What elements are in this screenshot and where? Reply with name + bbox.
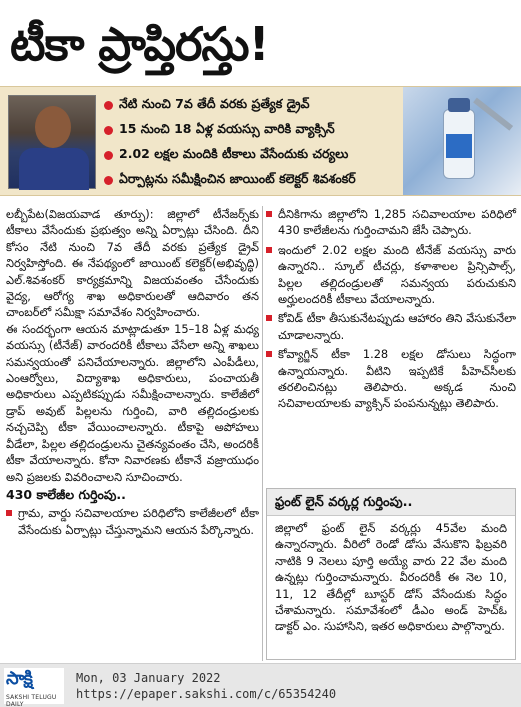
article-bullet: ఇందులో 2.02 లక్షల మంది టీనేజ్ వయస్సు వారు ఉన్నారని.. స్కూల్ టీచర్లు, కళాశాలల ప్రిన్సిపాల్స్, పిల్లల తల్లిదండ్రులతో సమన్వయ పరుచుకుని అర్హులందరికీ టీకాలు వేయాలన్నారు. bbox=[266, 242, 516, 308]
vaccine-vial-photo bbox=[403, 87, 521, 195]
summary-bullet: నేటి నుంచి 7వ తేదీ వరకు ప్రత్యేక డ్రైవ్ bbox=[104, 93, 404, 118]
source-meta bbox=[76, 670, 336, 702]
publish-date: Mon, 03 January 2022 bbox=[76, 671, 221, 685]
bullet-dot-icon bbox=[104, 126, 113, 135]
summary-bullet: ఏర్పాట్లను సమీక్షించిన జాయింట్ కలెక్టర్ శివశంకర్ bbox=[104, 168, 404, 193]
bullet-square-icon bbox=[266, 315, 272, 321]
subheading: 430 కాలేజీల గుర్తింపు.. bbox=[6, 486, 126, 502]
bullet-square-icon bbox=[266, 351, 272, 357]
summary-bullet: 2.02 లక్షల మందికి టీకాలు వేసేందుకు చర్యలు bbox=[104, 143, 404, 168]
left-column bbox=[6, 206, 259, 541]
bullet-dot-icon bbox=[104, 101, 113, 110]
footer bbox=[0, 663, 521, 707]
article-bullet: దీనికిగాను జిల్లాలోని 1,285 సచివాలయాల పరిధిలో 430 కాలేజీలను గుర్తించామని జేసీ చెప్పారు. bbox=[266, 206, 516, 239]
article-bullet: కోవ్యాగ్జిన్ టీకా 1.28 లక్షల డోసులు సిద్ధంగా ఉన్నాయన్నారు. వీటిని ఇప్పటికే పీహెచ్‌సీలకు తరలించినట్లు తెలిపారు. అక్కడ నుంచి సచివాలయాలకు వ్యాక్సిన్ పంపనున్నట్లు తెలిపారు. bbox=[266, 346, 516, 412]
bullet-square-icon bbox=[266, 247, 272, 253]
summary-bullet: 15 నుంచి 18 ఏళ్ల వయస్సు వారికి వ్యాక్సిన్ bbox=[104, 118, 404, 143]
source-url[interactable]: https://epaper.sakshi.com/c/65354240 bbox=[76, 687, 337, 701]
official-photo bbox=[8, 95, 96, 189]
bullet-dot-icon bbox=[104, 151, 113, 160]
bullet-square-icon bbox=[266, 211, 272, 217]
right-column bbox=[266, 206, 516, 415]
bullet-dot-icon bbox=[104, 176, 113, 185]
headline: టీకా ప్రాప్తిరస్తు! bbox=[10, 17, 269, 71]
column-divider bbox=[262, 206, 263, 661]
article-bullet: కోవిడ్ టీకా తీసుకునేటప్పుడు ఆహారం తిని వేసుకునేలా చూడాలన్నారు. bbox=[266, 310, 516, 343]
syringe-icon bbox=[473, 98, 513, 131]
summary-banner bbox=[0, 86, 521, 196]
box-body: జిల్లాలో ఫ్రంట్ లైన్ వర్కర్లు 45వేల మంది ఉన్నారన్నారు. వీరిలో రెండో డోసు వేసుకొని ఫిబ్రవరి నాటికి 9 నెలలు పూర్తి అయ్యే వారు 22 వేల మంది ఉన్నట్లు గుర్తించామన్నారు. వీరందరికీ ఈ నెల 10, 11, 12 తేదీల్లో బూస్టర్ డోస్ వేసేందుకు సిద్ధం చేశామన్నారు. సమావేశంలో డీఎం అండ్ హెచ్‌ఓ డాక్టర్ ఎం. సుహాసిని, ఇతర అధికారులు పాల్గొన్నారు. bbox=[275, 521, 507, 634]
article-paragraph: లబ్బీపేట(విజయవాడ తూర్పు): జిల్లాలో టీనేజర్స్‌కు టీకాలు వేసేందుకు ప్రభుత్వం అన్ని ఏర్పాట్లు చేసింది. దీని కోసం నేటి నుంచి 7వ తేదీ వరకు ప్రత్యేక డ్రైవ్ నిర్వహిస్తోంది. ఈ నేపథ్యంలో జాయింట్ కలెక్టర్(అభివృద్ధి) ఎల్‌.శివశంకర్ కార్యక్రమాన్ని విజయవంతం చేసేందుకు వైద్య, ఆరోగ్య శాఖ అధికారులతో ఆదివారం తన చాంబర్‌లో సమీక్షా సమావేశం నిర్వహించారు. bbox=[6, 207, 259, 320]
summary-bullets bbox=[104, 93, 404, 193]
sakshi-logo: సాక్షి SAKSHI TELUGU DAILY bbox=[4, 668, 64, 704]
article-paragraph: ఈ సందర్భంగా ఆయన మాట్లాడుతూ 15–18 ఏళ్ల మధ్య వయస్సు (టీనేజ్) వారందరికీ టీకాలు వేసేలా అన్ని శాఖలు సమన్వయంతో పనిచేయాలన్నారు. జిల్లాలోని ఎంపీడీలు, ఎంఆర్వోలు, విద్యాశాఖ అధికారులు, పంచాయతీ అధికారులు ఎప్పటికప్పుడు సమీక్షించాలన్నారు. కాలేజీలో డ్రాప్ అవుట్ పిల్లలను గుర్తించి, వారి తల్లిదండ్రులకు నచ్చచెప్పి టీకా వేయించాలన్నారు. టీకాపై అపోహలు వీడేలా, పిల్లల తల్లిదండ్రులను చైతన్యవంతం చేసి, అందరికీ టీకా వేయాలన్నారు. కోనా నివారణకు టీకానే వజ్రాయుధం అని ప్రజలకు వివరించాలని సూచించారు. bbox=[6, 321, 259, 484]
front-line-workers-box bbox=[266, 488, 516, 660]
bullet-square-icon bbox=[6, 510, 12, 516]
box-title: ఫ్రంట్ లైన్ వర్కర్ల గుర్తింపు.. bbox=[267, 489, 515, 516]
article-bullet: గ్రామ, వార్డు సచివాలయాల పరిధిలోని కాలేజీలలో టీకా వేసేందుకు ఏర్పాట్లు చేస్తున్నామని ఆయన పేర్కొన్నారు. bbox=[6, 505, 259, 538]
